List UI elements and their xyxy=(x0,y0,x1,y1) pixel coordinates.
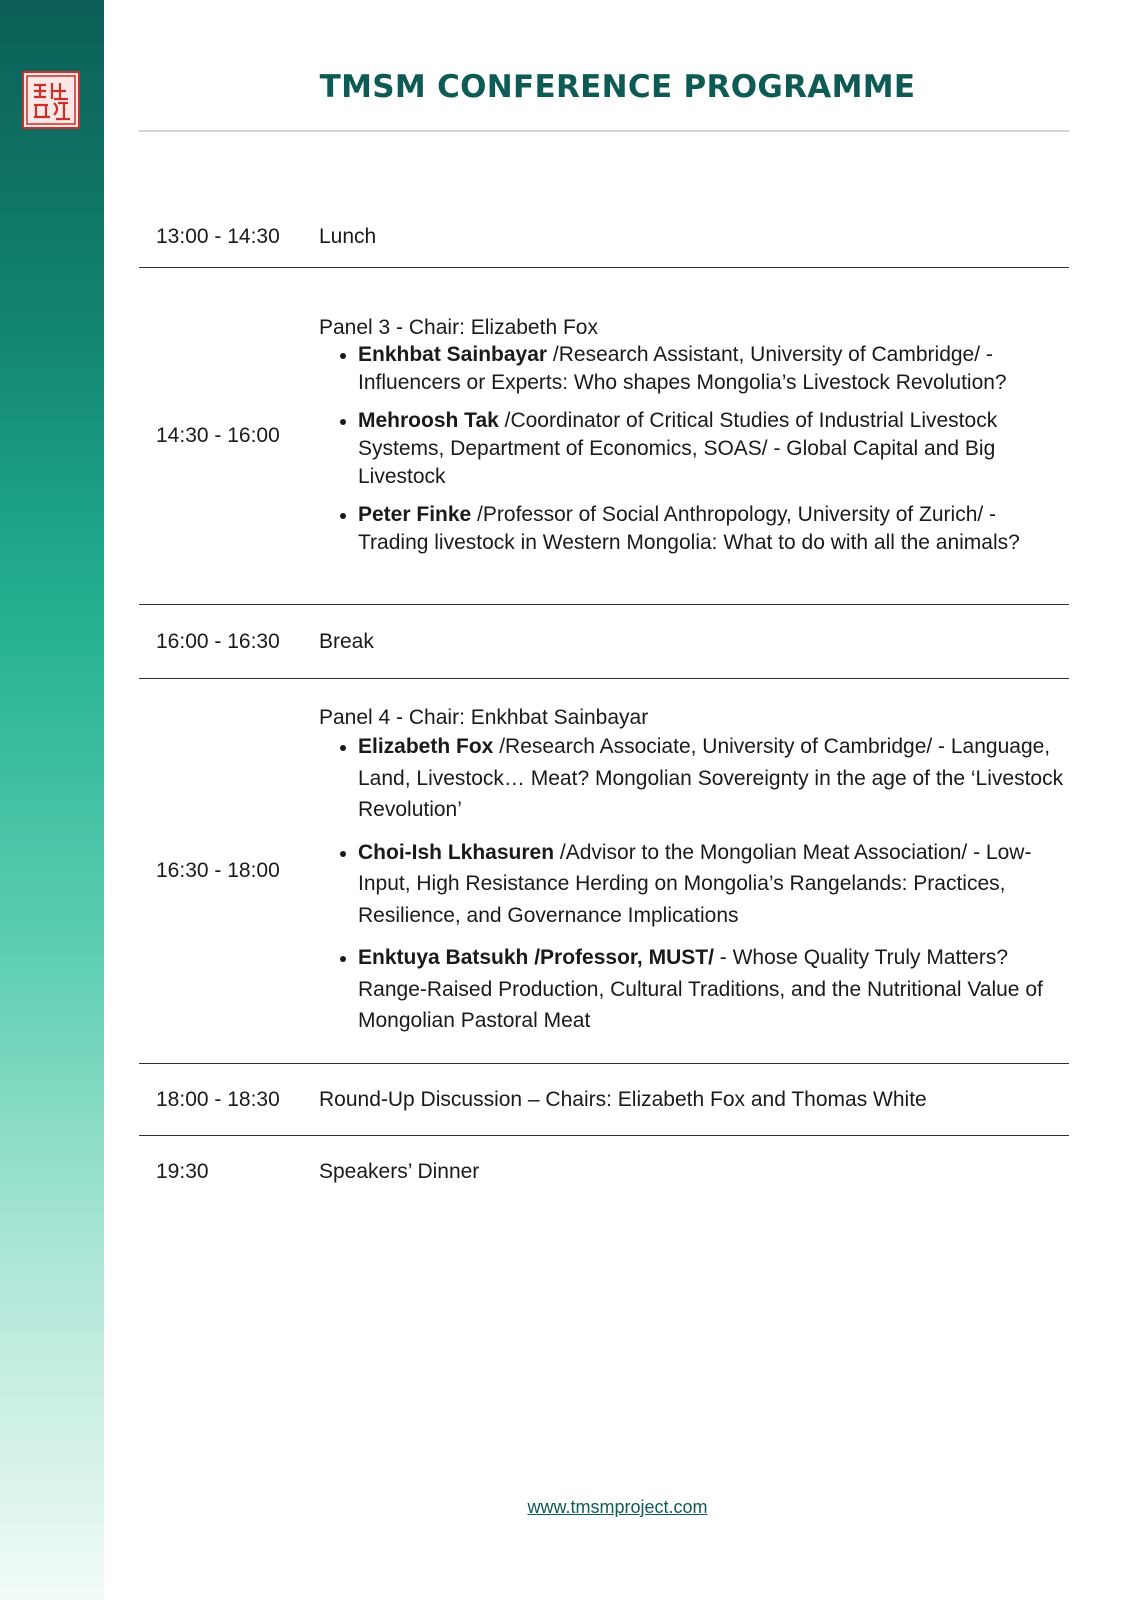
panel-block xyxy=(319,705,1069,1037)
talk-details: /Research Associate, University of Cambridge/ - Language, Land, Livestock… Meat? Mongolian Sovereignty in the age of the ‘Livestock Revolution’ xyxy=(358,735,1064,822)
schedule-row xyxy=(139,1064,1069,1136)
speaker-name: Enktuya Batsukh /Professor, MUST/ xyxy=(358,946,714,970)
talk-item xyxy=(319,407,1069,491)
talk-item xyxy=(319,501,1069,557)
talk-details: /Advisor to the Mongolian Meat Association/ - Low-Input, High Resistance Herding on Mongolia’s Rangelands: Practices, Resilience, and Governance Implications xyxy=(358,840,1032,927)
session-time: 16:30 - 18:00 xyxy=(156,859,280,882)
session-title: Speakers’ Dinner xyxy=(319,1160,480,1183)
schedule-row xyxy=(139,679,1069,1064)
session-time: 18:00 - 18:30 xyxy=(156,1087,280,1111)
session-time: 16:00 - 16:30 xyxy=(156,629,280,653)
talk-item xyxy=(319,837,1069,932)
sidebar-gradient xyxy=(0,0,104,1600)
session-title: Lunch xyxy=(319,224,377,248)
page-title: TMSM CONFERENCE PROGRAMME xyxy=(319,69,916,105)
speaker-name: Peter Finke xyxy=(358,503,472,526)
schedule-row xyxy=(139,1136,1069,1208)
talk-details: /Research Assistant, University of Cambridge/ - Influencers or Experts: Who shapes Mongolia’s Livestock Revolution? xyxy=(358,343,1007,394)
talk-list xyxy=(319,341,1069,557)
session-time: 14:30 - 16:00 xyxy=(156,424,280,447)
speaker-name: Mehroosh Tak xyxy=(358,409,499,432)
session-time: 19:30 xyxy=(156,1160,209,1183)
talk-details: - Whose Quality Truly Matters? Range-Raised Production, Cultural Traditions, and the Nutritional Value of Mongolian Pastoral Meat xyxy=(358,946,1043,1033)
schedule-row xyxy=(139,206,1069,268)
session-title: Round-Up Discussion – Chairs: Elizabeth Fox and Thomas White xyxy=(319,1087,927,1111)
talk-item xyxy=(319,731,1069,826)
speaker-name: Choi-Ish Lkhasuren xyxy=(358,840,555,864)
speaker-name: Enkhbat Sainbayar xyxy=(358,343,548,366)
session-time: 13:00 - 14:30 xyxy=(156,224,280,248)
talk-item xyxy=(319,942,1069,1037)
programme-schedule xyxy=(139,206,1069,1208)
talk-list xyxy=(319,731,1069,1037)
panel-title: Panel 4 - Chair: Enkhbat Sainbayar xyxy=(319,706,649,730)
schedule-row xyxy=(139,268,1069,605)
talk-details: /Professor of Social Anthropology, University of Zurich/ - Trading livestock in Western Mongolia: What to do with all the animals? xyxy=(358,503,1020,554)
panel-block xyxy=(319,315,1069,557)
session-title: Break xyxy=(319,629,374,653)
talk-item xyxy=(319,341,1069,397)
talk-details: /Coordinator of Critical Studies of Industrial Livestock Systems, Department of Economics, SOAS/ - Global Capital and Big Livestock xyxy=(358,409,998,488)
schedule-row xyxy=(139,605,1069,679)
panel-title: Panel 3 - Chair: Elizabeth Fox xyxy=(319,316,598,339)
title-divider xyxy=(139,130,1069,132)
speaker-name: Elizabeth Fox xyxy=(358,735,494,759)
red-seal-logo-icon xyxy=(22,71,80,129)
website-link[interactable]: www.tmsmproject.com xyxy=(527,1497,708,1517)
